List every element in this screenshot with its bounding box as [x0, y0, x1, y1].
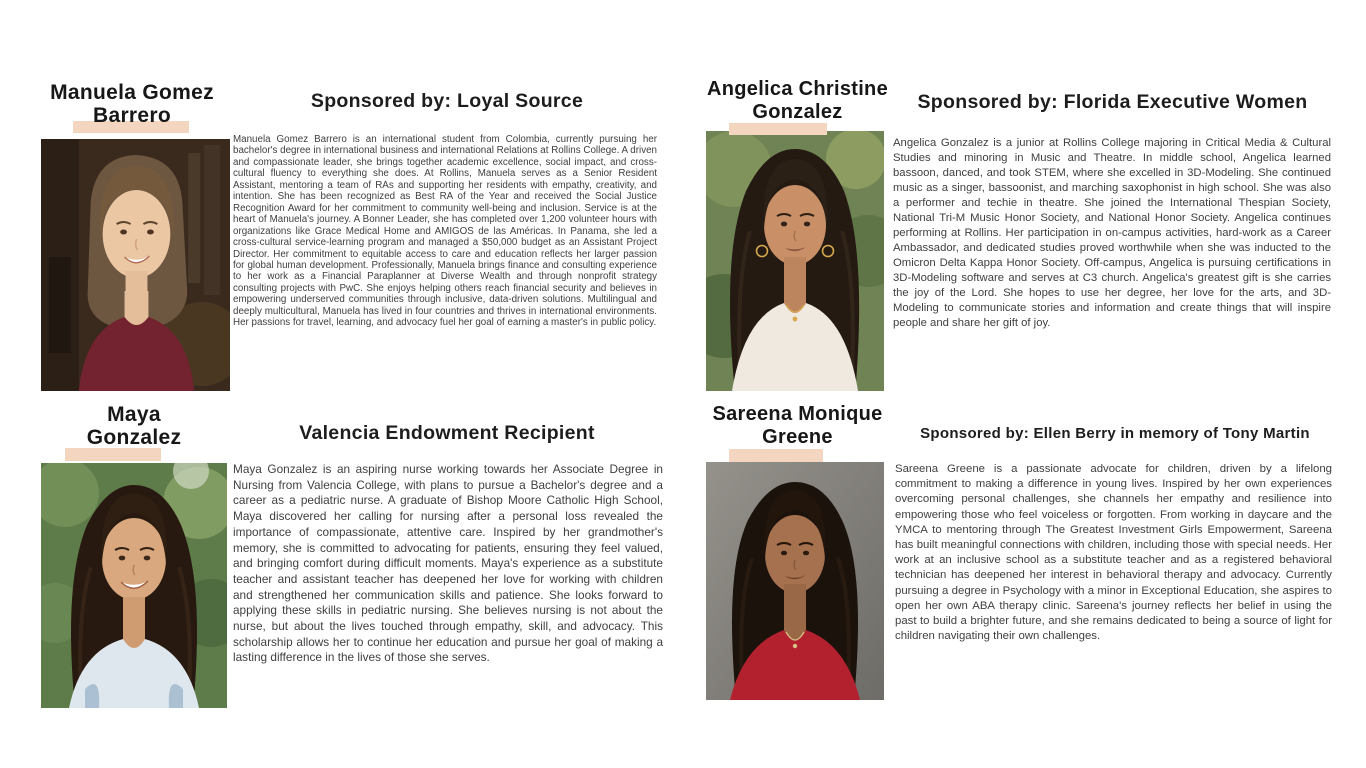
profile-manuela-gomez-barrero: [20, 75, 660, 395]
profile-maya-gonzalez: [20, 400, 665, 715]
name-line-2: Greene: [762, 426, 833, 448]
sareena-portrait-illustration: [706, 462, 884, 700]
photo-manuela-gomez-barrero: [41, 139, 230, 391]
recipient-bio: Maya Gonzalez is an aspiring nurse working towards her Associate Degree in Nursing from Valencia College, with plans to pursue a Bachelor's degree and a career as a pediatric nurse. A graduate of Bishop Moore Catholic High School, Maya discovered her calling for nursing after a personal loss revealed the importance of compassionate, attentive care. Inspired by her grandmother's memory, she is committed to advocating for patients, ensuring they feel valued, and bringing comfort during difficult moments. Maya's experience as a substitute teacher and assistant teacher has deepened her love for working with children and strengthened her communication skills and patience. She looks forward to applying these skills in pediatric nursing. She believes nursing is not about the nurse, but about the lives touched through empathy, skill, and advocacy. This scholarship allows her to continue her education and pursue her goal of making a lasting difference in the lives of those she serves.: [233, 462, 663, 665]
name-highlight-bar: [729, 123, 827, 135]
recipient-name: [20, 81, 244, 127]
name-line-2: Gonzalez: [86, 426, 182, 449]
recipient-name: [690, 403, 905, 449]
maya-portrait-illustration: [41, 463, 227, 708]
recipient-name: [20, 403, 248, 449]
name-line-1: Manuela Gomez: [50, 81, 214, 104]
name-highlight-bar: [65, 448, 161, 461]
sponsor-heading: Sponsored by: Loyal Source: [310, 90, 584, 112]
name-line-1: Sareena Monique: [712, 403, 883, 425]
recipient-bio: Sareena Greene is a passionate advocate for children, driven by a lifelong commitment to making a difference in young lives. Inspired by her own experiences overcoming personal challenges, she channels her empathy and resilience into empowering those who feel voiceless or forgotten. From working in daycare and the YMCA to mentoring through The Greatest Investment Girls Empowerment, Sareena has built meaningful connections with children, including those with special needs. Her work at an inclusive school as a substitute teacher and as a registered behavioral technician has deepened her interest in behavioral therapy and advocacy. Currently pursuing a degree in Psychology with a minor in Exceptional Education, she aspires to open her own ABA therapy clinic. Sareena's journey reflects her belief in using the past to build a brighter future, and she remains dedicated to being a source of light for children navigating their own challenges.: [895, 463, 1332, 643]
recipient-name: [690, 78, 905, 124]
manuela-portrait-illustration: [41, 139, 230, 391]
sponsor-heading: Valencia Endowment Recipient: [299, 422, 595, 444]
profile-angelica-christine-gonzalez: [690, 75, 1350, 405]
photo-sareena-monique-greene: [706, 462, 884, 700]
name-line-1: Angelica Christine: [707, 78, 888, 100]
name-highlight-bar: [729, 449, 823, 462]
name-line-1: Maya: [107, 403, 161, 426]
photo-angelica-christine-gonzalez: [706, 131, 884, 391]
name-line-2: Barrero: [93, 104, 171, 127]
recipient-bio: Manuela Gomez Barrero is an international student from Colombia, currently pursuing her bachelor's degree in international business and international Relations at Rollins College. A driven and compassionate leader, she brings together academic excellence, social impact, and cross-cultural fluency to everything she does. At Rollins, Manuela serves as a Senior Resident Assistant, mentoring a team of RAs and supporting her residents with empathy, creativity, and intention. She has been recognized as Best RA of the Year and received the Social Justice Recognition Award for her commitment to community well-being and inclusion. Service is at the heart of Manuela's journey. A Bonner Leader, she has completed over 1,200 volunteer hours with organizations like Grace Medical Home and AMIGOS de las Américas. In Panama, she led a cross-cultural service-learning program and managed a $50,000 budget as an Assistant Project Director. Her commitment to equitable access to care and education reflects her larger passion for global human development. Professionally, Manuela brings finance and consulting experience to her work as a Financial Paraplanner at Diverse Wealth and through nonprofit strategy consulting projects with PwC. She enjoys helping others reach financial security and believes in empowering underserved communities through inclusive, data-driven solutions. Multilingual and deeply multicultural, Manuela has lived in four countries and thrives in international environments. Her passions for travel, learning, and advocacy fuel her goal of earning a master's in public policy.: [233, 134, 657, 329]
sponsor-heading: Sponsored by: Ellen Berry in memory of Tony Martin: [920, 425, 1310, 442]
photo-maya-gonzalez: [41, 463, 227, 708]
profile-sareena-monique-greene: [690, 400, 1350, 715]
recipient-bio: Angelica Gonzalez is a junior at Rollins College majoring in Critical Media & Cultural Studies and minoring in Music and Theatre. In middle school, Angelica learned bassoon, danced, and took STEM, where she excelled in 3D-Modeling. She continued music as a singer, bassoonist, and marching saxophonist in high school. She was also a performer and techie in theatre. She joined the International Thespian Society, National Tri-M Music Honor Society, and National Honor Society. Angelica continues performing at Rollins. Her participation in on-campus activities, hard-work as a Career Ambassador, and dedicated studies proved worthwhile when she was inducted to the Omicron Delta Kappa Honor Society. Off-campus, Angelica is pursuing certifications in 3D-Modeling software and serves at C3 church. Angelica's greatest gift is she carries the joy of the Lord. She hopes to use her degree, her love for the arts, and 3D-Modeling to communicate stories and information and create things that will inspire people and share her gift of joy.: [893, 137, 1331, 329]
sponsor-heading: Sponsored by: Florida Executive Women: [917, 91, 1308, 113]
name-line-2: Gonzalez: [752, 101, 843, 123]
angelica-portrait-illustration: [706, 131, 884, 391]
